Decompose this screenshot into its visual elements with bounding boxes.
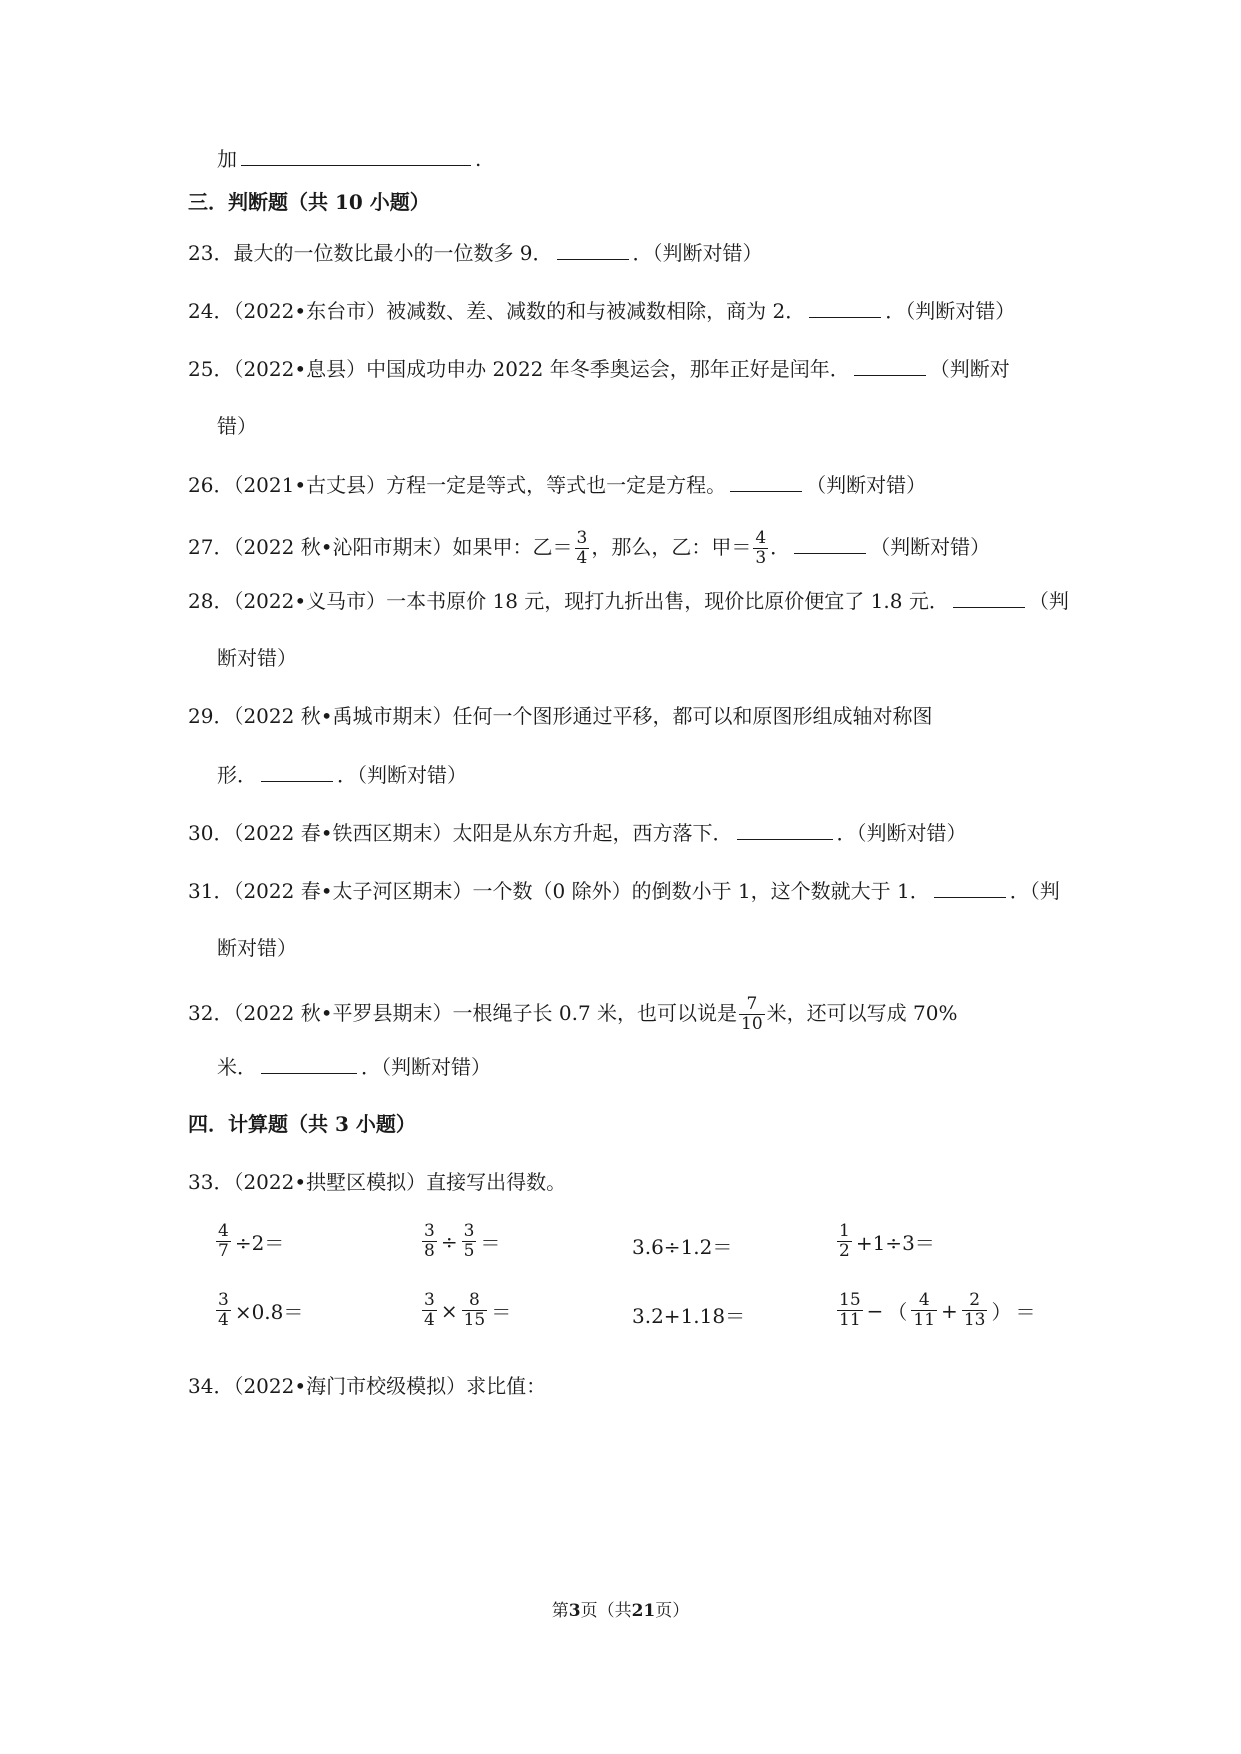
fraction: $\frac{3}{8}$ — [424, 1221, 435, 1261]
answer-blank[interactable] — [794, 533, 866, 554]
calc-item-3: 3.6÷1.2＝ — [632, 1235, 733, 1259]
answer-blank[interactable] — [261, 761, 333, 782]
section-3-title: 三．判断题（共 10 小题） — [188, 190, 430, 214]
question-28-continued: 断对错） — [217, 646, 297, 670]
question-32: 32．（2022 秋•平罗县期末）一根绳子长 0.7 米，也可以说是 $\frac{7}{10}$ 米，还可以写成 70% — [188, 994, 958, 1034]
question-25: 25．（2022•息县）中国成功申办 2022 年冬季奥运会，那年正好是闰年． （判断对 — [188, 357, 1010, 381]
calc-item-6: $\frac{3}{4}$ × $\frac{8}{15}$ ＝ — [424, 1290, 512, 1330]
answer-blank[interactable] — [854, 355, 926, 376]
calc-item-1: $\frac{4}{7}$ ÷2＝ — [218, 1221, 285, 1261]
fraction: $\frac{15}{11}$ — [839, 1290, 861, 1330]
calc-item-5: $\frac{3}{4}$ ×0.8＝ — [218, 1290, 304, 1330]
question-24: 24．（2022•东台市）被减数、差、减数的和与被减数相除，商为 2． ．（判断对错） — [188, 299, 1016, 323]
fraction: $\frac{4}{3}$ — [755, 528, 767, 568]
question-28: 28．（2022•义马市）一本书原价 18 元，现打九折出售，现价比原价便宜了 1.8 元． （判 — [188, 589, 1069, 613]
tail-prefix: 加 — [217, 147, 237, 171]
calc-item-7: 3.2+1.18＝ — [632, 1304, 746, 1328]
calc-item-4: $\frac{1}{2}$ +1÷3＝ — [839, 1221, 935, 1261]
tail-suffix: . — [475, 147, 482, 171]
question-32-continued: 米． ．（判断对错） — [217, 1055, 491, 1079]
fraction: $\frac{7}{10}$ — [741, 994, 763, 1034]
fraction: $\frac{3}{4}$ — [218, 1290, 229, 1330]
answer-blank[interactable] — [809, 297, 881, 318]
calc-item-2: $\frac{3}{8}$ ÷ $\frac{3}{5}$ ＝ — [424, 1221, 501, 1261]
page-footer: 第3页（共21页） — [551, 1601, 690, 1621]
question-33: 33．（2022•拱墅区模拟）直接写出得数。 — [188, 1170, 567, 1194]
question-30: 30．（2022 春•铁西区期末）太阳是从东方升起，西方落下． ．（判断对错） — [188, 821, 967, 845]
question-29: 29．（2022 秋•禹城市期末）任何一个图形通过平移，都可以和原图形组成轴对称图 — [188, 704, 933, 728]
question-25-continued: 错） — [217, 414, 257, 438]
fraction: $\frac{3}{5}$ — [463, 1221, 475, 1261]
question-29-continued: 形． ．（判断对错） — [217, 763, 467, 787]
question-26: 26．（2021•古丈县）方程一定是等式，等式也一定是方程。 （判断对错） — [188, 473, 927, 497]
calc-item-8: $\frac{15}{11}$ − （ $\frac{4}{11}$ + $\frac{2}{13}$ ） ＝ — [839, 1290, 1036, 1330]
fraction: $\frac{8}{15}$ — [463, 1290, 486, 1330]
section-4-title: 四．计算题（共 3 小题） — [188, 1112, 416, 1136]
previous-question-tail — [217, 145, 481, 172]
answer-blank[interactable] — [934, 877, 1006, 898]
answer-blank[interactable] — [241, 145, 471, 166]
fraction: $\frac{1}{2}$ — [839, 1221, 850, 1261]
question-27: 27．（2022 秋•沁阳市期末）如果甲：乙＝ $\frac{3}{4}$ ，那么，乙：甲＝ $\frac{4}{3}$ ． （判断对错） — [188, 528, 991, 568]
fraction: $\frac{3}{4}$ — [424, 1290, 435, 1330]
answer-blank[interactable] — [953, 587, 1025, 608]
question-31-continued: 断对错） — [217, 936, 297, 960]
fraction: $\frac{4}{11}$ — [913, 1290, 936, 1330]
fraction: $\frac{2}{13}$ — [963, 1290, 986, 1330]
fraction: $\frac{3}{4}$ — [576, 528, 588, 568]
question-23: 23．最大的一位数比最小的一位数多 9． ．（判断对错） — [188, 241, 763, 265]
page-total: 21 — [631, 1601, 656, 1621]
answer-blank[interactable] — [261, 1053, 357, 1074]
fraction: $\frac{4}{7}$ — [218, 1221, 229, 1261]
answer-blank[interactable] — [737, 819, 833, 840]
answer-blank[interactable] — [557, 239, 629, 260]
answer-blank[interactable] — [730, 471, 802, 492]
question-34: 34．（2022•海门市校级模拟）求比值： — [188, 1374, 547, 1398]
page-number: 3 — [568, 1601, 581, 1621]
question-31: 31．（2022 春•太子河区期末）一个数（0 除外）的倒数小于 1，这个数就大于 1． ．（判 — [188, 879, 1060, 903]
